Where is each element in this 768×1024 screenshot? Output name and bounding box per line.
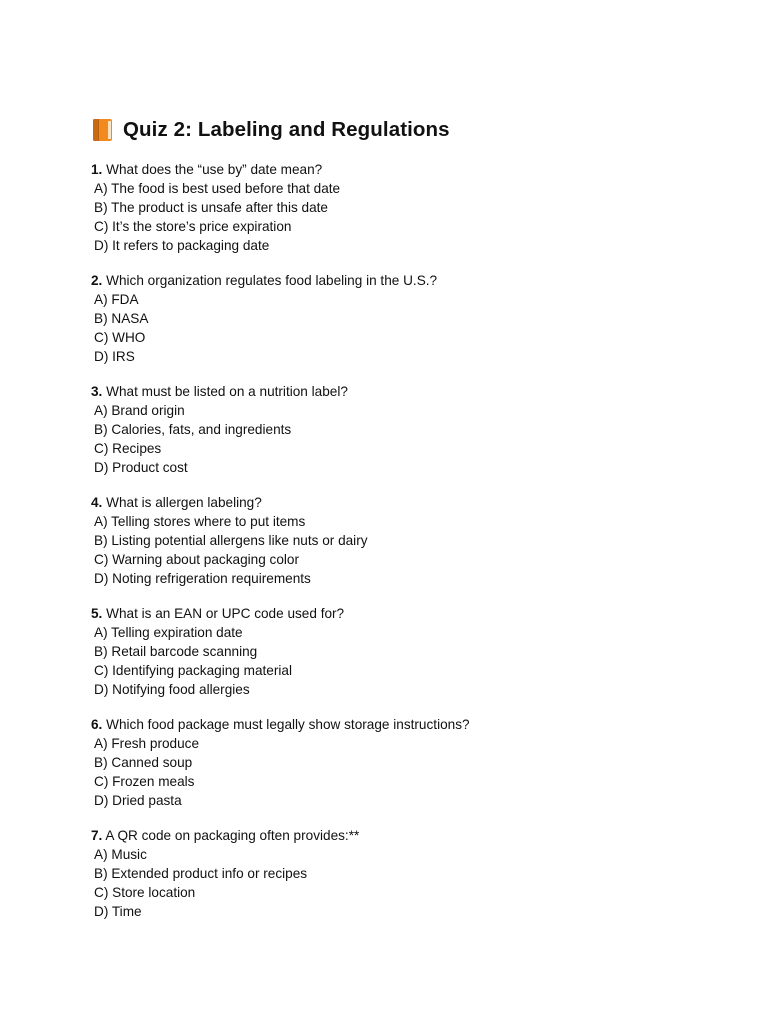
question-number: 6. [91,716,103,732]
question-number: 4. [91,494,103,510]
question-number: 3. [91,383,103,399]
quiz-document [91,114,731,937]
question-block [91,382,731,477]
title-row [91,114,731,146]
question-block [91,160,731,255]
answer-option: A) Telling expiration date [94,624,243,640]
orange-book-icon [91,118,115,142]
answer-option: A) FDA [94,292,139,308]
question-block [91,826,731,921]
answer-option: B) Retail barcode scanning [94,644,258,660]
answer-option: A) Brand origin [94,403,185,419]
answer-option: D) IRS [94,349,135,365]
question-line [91,382,731,401]
answer-option: B) Extended product info or recipes [94,866,308,881]
question-number: 1. [91,162,103,177]
answer-option: D) Noting refrigeration requirements [94,571,311,587]
question-line [91,826,731,845]
answer-option: C) Recipes [94,441,162,457]
answer-option: D) Time [94,904,142,920]
question-block [91,493,731,588]
question-list [91,160,731,921]
answer-option: A) Telling stores where to put items [94,514,306,529]
question-number: 2. [91,272,103,288]
question-text: What is an EAN or UPC code used for? [106,605,345,621]
question-line [91,715,731,734]
question-text: Which organization regulates food labeling in the U.S.? [106,272,438,288]
answer-option: C) WHO [94,330,146,346]
answer-option: C) Frozen meals [94,774,195,790]
question-block [91,271,731,366]
answer-option: D) It refers to packaging date [94,238,270,254]
question-block [91,604,731,699]
answer-option: A) Music [94,846,147,862]
answer-option: B) Listing potential allergens like nuts or dairy [94,533,368,549]
answer-option: A) The food is best used before that date [94,181,341,197]
answer-option: C) Identifying packaging material [94,663,292,679]
answer-option: C) It’s the store’s price expiration [94,219,292,235]
answer-option: D) Notifying food allergies [94,682,250,698]
question-line [91,604,731,623]
answer-option: D) Product cost [94,460,188,476]
question-text: Which food package must legally show storage instructions? [106,716,470,732]
question-number: 5. [91,605,103,621]
question-block [91,715,731,810]
answer-option: B) Canned soup [94,755,193,771]
answer-option: B) Calories, fats, and ingredients [94,422,292,438]
question-text: What is allergen labeling? [106,494,262,510]
question-text: What does the “use by” date mean? [106,162,323,177]
question-line [91,271,731,290]
question-text: What must be listed on a nutrition label? [106,383,348,399]
answer-option: D) Dried pasta [94,793,182,809]
question-line [91,493,731,512]
question-line [91,160,731,179]
answer-option: C) Warning about packaging color [94,552,300,568]
answer-option: B) NASA [94,311,149,327]
question-number: 7. [91,827,103,843]
quiz-title: Quiz 2: Labeling and Regulations [123,118,450,141]
answer-option: B) The product is unsafe after this date [94,200,328,216]
answer-option: A) Fresh produce [94,735,200,751]
question-text: A QR code on packaging often provides:** [105,827,360,843]
answer-option: C) Store location [94,885,196,901]
